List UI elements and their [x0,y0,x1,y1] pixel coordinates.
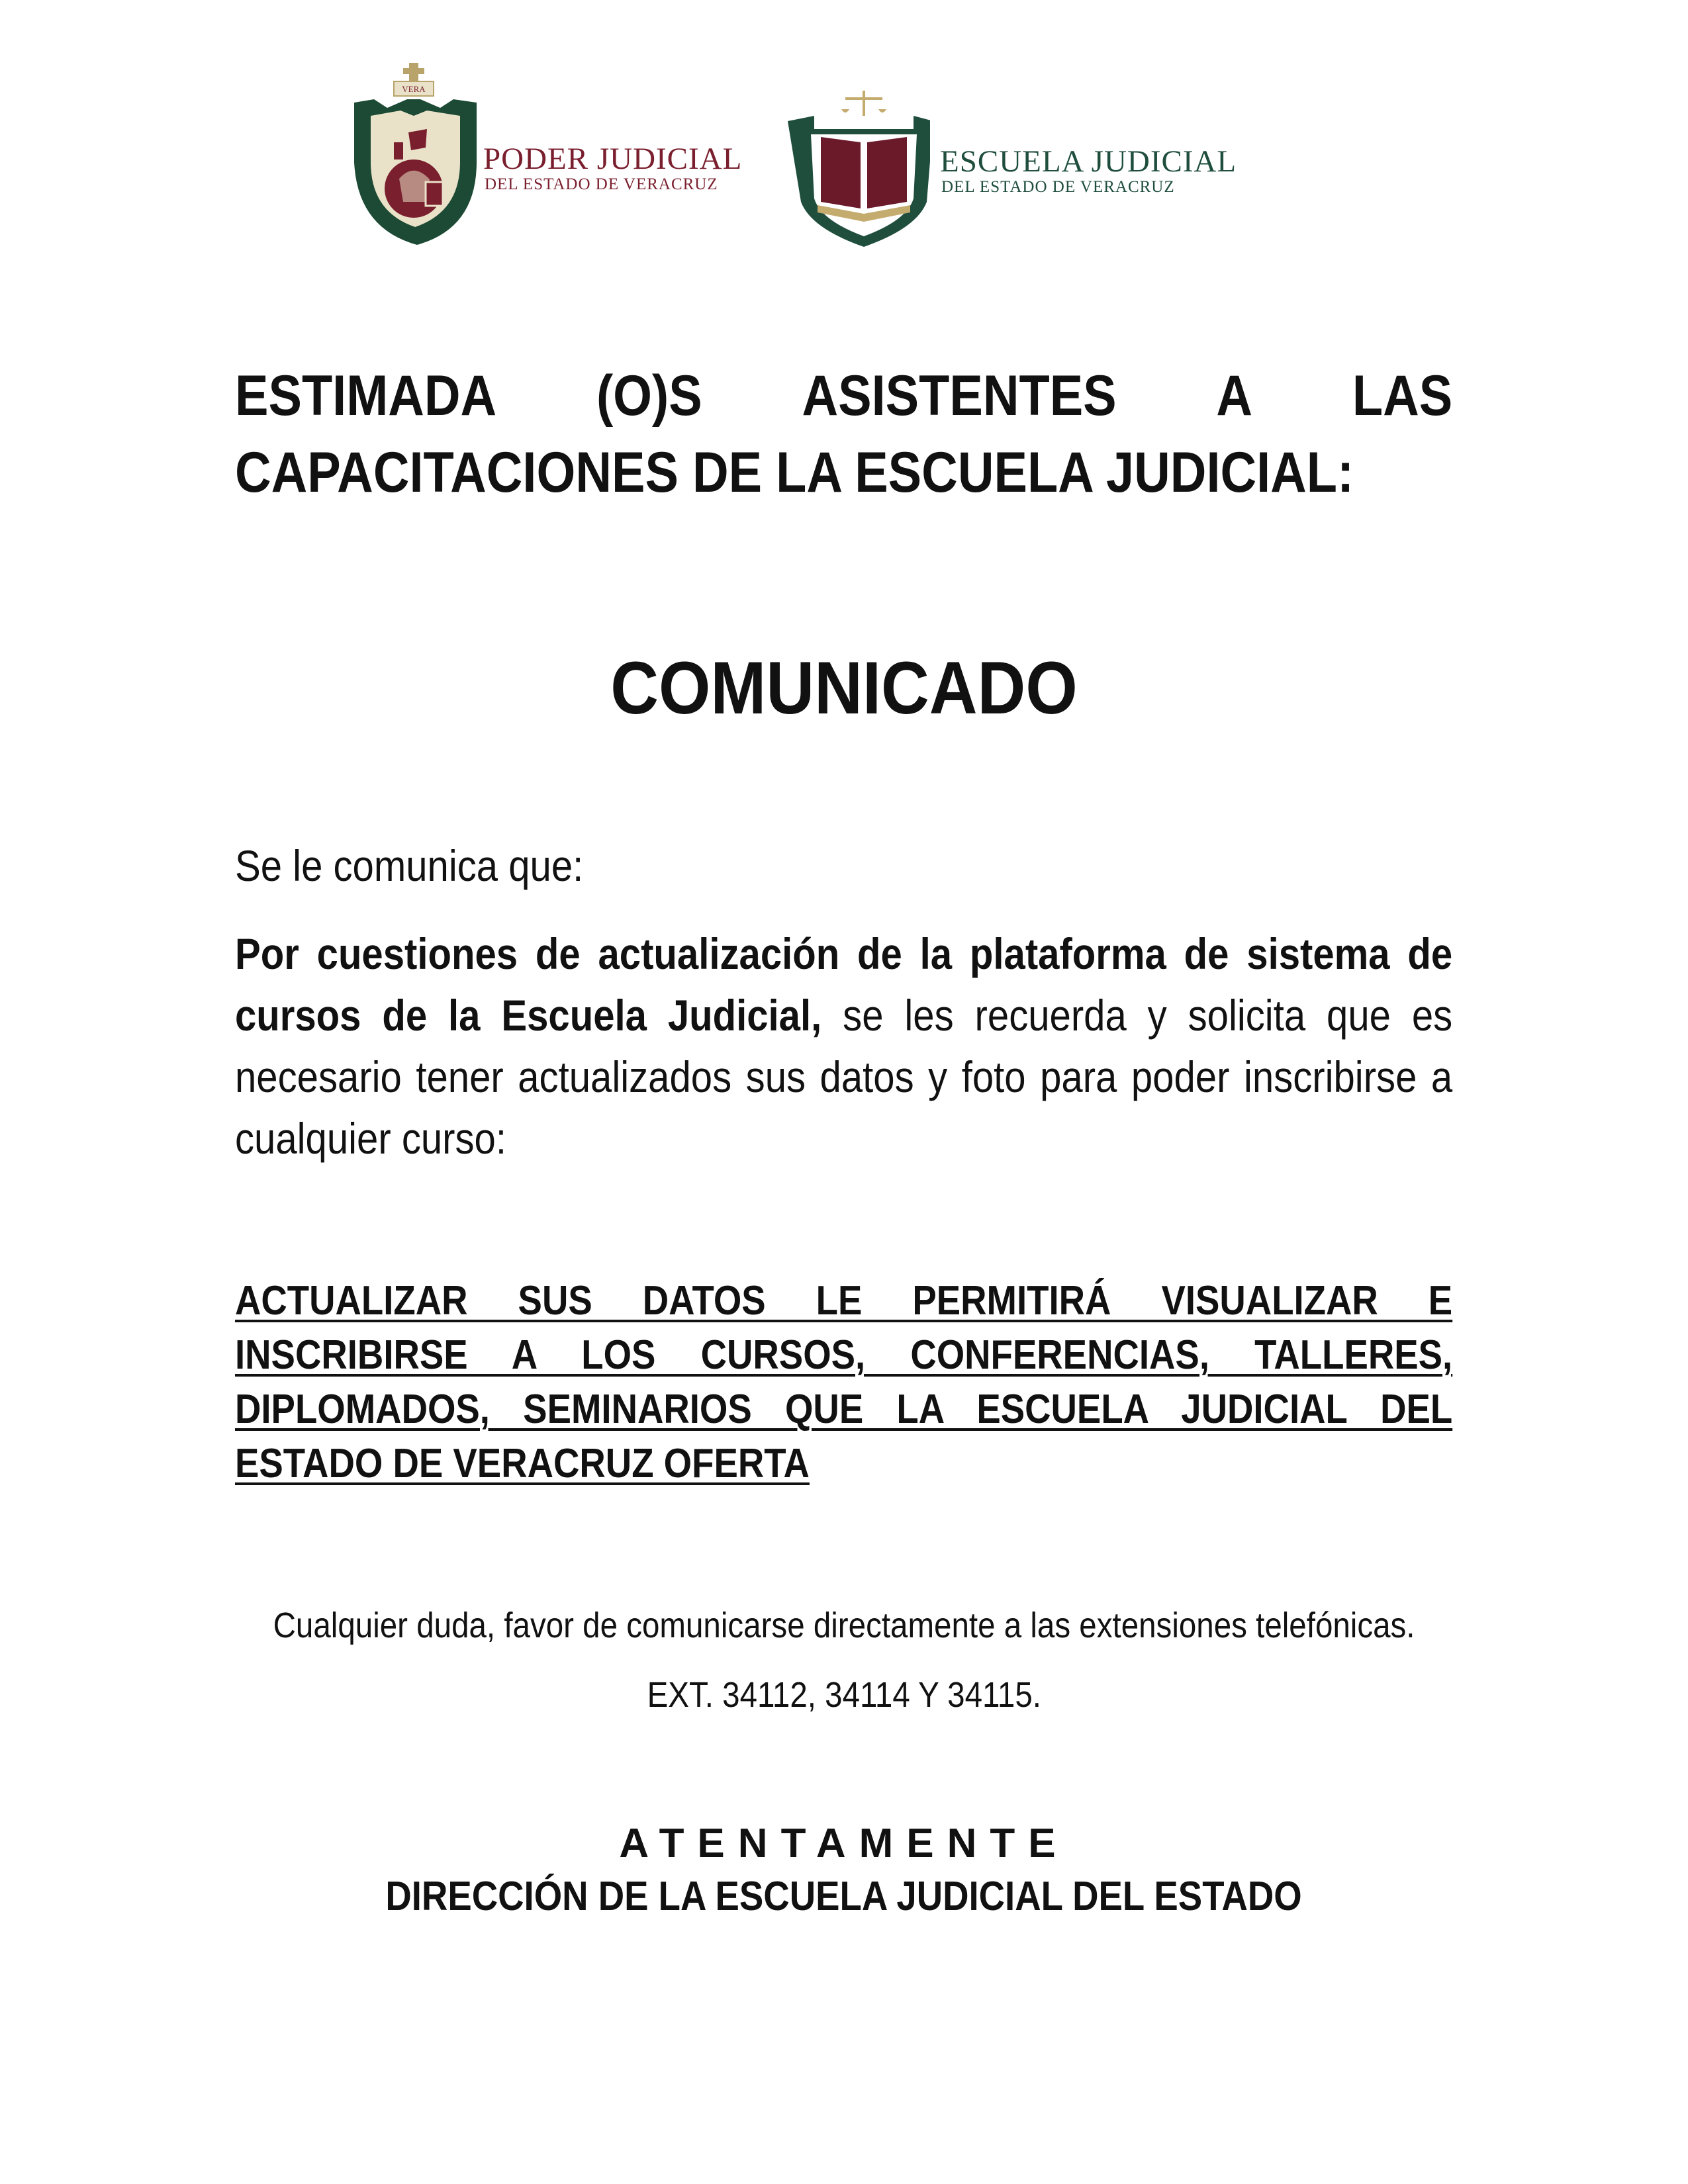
intro-text: Se le comunica que: [235,841,584,890]
main-paragraph-bold: Por cuestiones de actualización de la plataforma de sistema de cursos de la Escuela Judicial, [235,929,1453,1040]
signature-text: DIRECCIÓN DE LA ESCUELA JUDICIAL DEL ESTADO [385,1874,1303,1919]
document-title [0,645,1688,731]
escuela-judicial-book-icon [784,89,930,248]
intro-line [235,841,1453,891]
poder-judicial-subtitle: DEL ESTADO DE VERACRUZ [485,175,718,193]
escuela-judicial-logo [784,89,1235,248]
poder-judicial-name: PODER JUDICIAL [483,142,743,176]
document-title-text: COMUNICADO [610,647,1078,729]
closing-text: ATENTAMENTE [619,1821,1069,1866]
notice-paragraph: ACTUALIZAR SUS DATOS LE PERMITIRÁ VISUALIZAR E INSCRIBIRSE A LOS CURSOS, CONFERENCIAS, TALLERES, DIPLOMADOS, SEMINARIOS QUE LA ESCUELA JUDICIAL DEL ESTADO DE VERACRUZ OFERTA [235,1278,1453,1486]
contact-line [0,1605,1688,1646]
extensions-line [0,1674,1688,1715]
escuela-judicial-name: ESCUELA JUDICIAL [940,144,1237,179]
main-paragraph [235,923,1452,1169]
seal-label: VERA [402,84,426,94]
addressee-heading: ESTIMADA (O)S ASISTENTES A LAS CAPACITACIONES DE LA ESCUELA JUDICIAL: [235,364,1453,504]
escuela-judicial-subtitle: DEL ESTADO DE VERACRUZ [941,178,1175,196]
contact-text: Cualquier duda, favor de comunicarse directamente a las extensiones telefónicas. [273,1606,1415,1645]
signature-line [0,1873,1688,1920]
poder-judicial-seal-icon [348,63,487,248]
poder-judicial-logo [348,63,745,248]
main-paragraph-rest: se les recuerda y solicita que es necesario tener actualizados sus datos y foto para poder inscribirse a cualquier curso: [235,991,1453,1163]
extensions-text: EXT. 34112, 34114 Y 34115. [647,1675,1041,1715]
